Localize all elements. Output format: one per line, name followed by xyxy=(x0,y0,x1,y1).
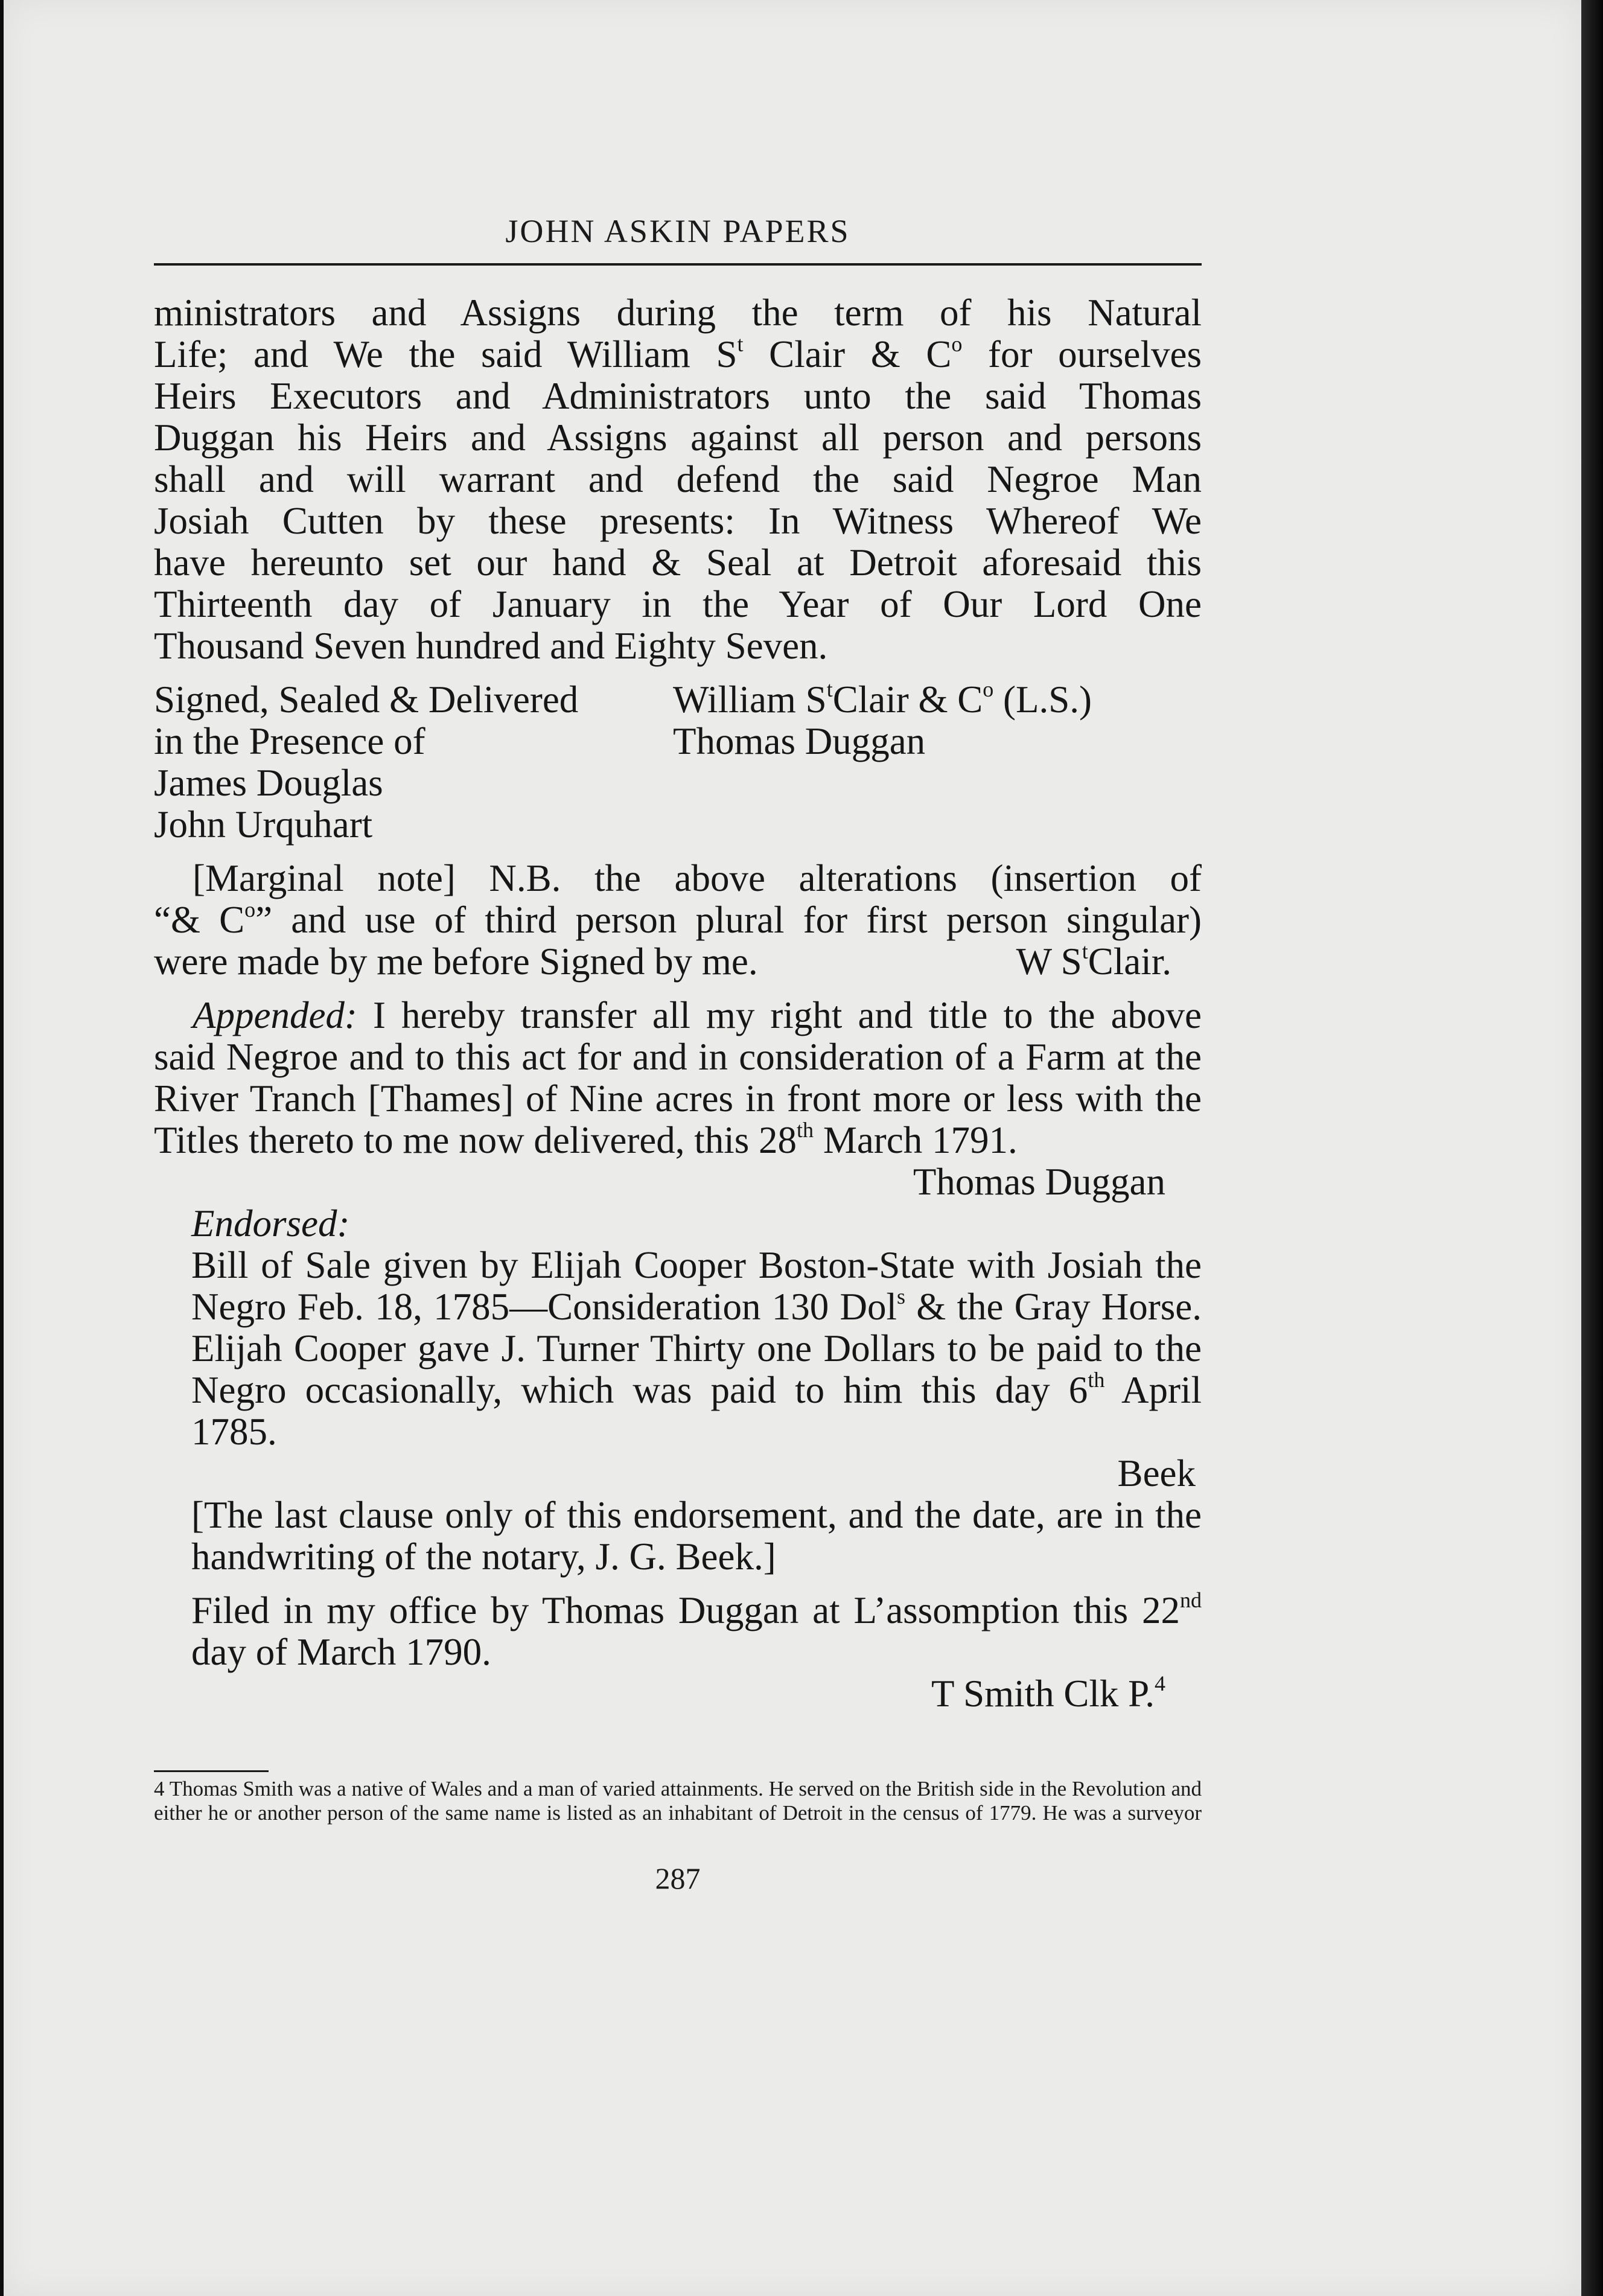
appended-paragraph xyxy=(154,995,1202,1203)
text-line: were made by me before Signed by me. W $S^tClair$. xyxy=(154,939,1171,983)
witness-line: in the Presence of xyxy=(154,720,425,762)
text-line: [Marginal note] N.B. the above alterations (insertion of xyxy=(193,857,1202,899)
text-paragraph: Appended: I hereby transfer all my right and title to the above said Negroe and to this act for and in consideration of a Farm at the River Tranch [Thames] of Nine acres in front more or less with the Titles thereto to me now delivered, this 28th March 1791. xyxy=(154,994,1202,1161)
witness-name: John Urquhart xyxy=(154,803,373,846)
text-line: Thousand Seven hundred and Eighty Seven. xyxy=(154,625,828,667)
signer-line: William $S^tClair$ & $C^o$ (L.S.) xyxy=(673,677,1092,721)
appended-label: Appended: xyxy=(193,994,357,1036)
text-paragraph: Filed in my office by Thomas Duggan at L’assomption this 22nd day of March 1790. xyxy=(191,1588,1202,1673)
text-line: “& $C^o$” and use of third person plural for first person singular) xyxy=(154,898,1202,941)
text-line: Heirs Executors and Administrators unto the said Thomas xyxy=(154,375,1202,417)
text-paragraph: Bill of Sale given by Elijah Cooper Boston-State with Josiah the Negro Feb. 18, 1785—Consideration 130 Dol$^s$ & the Gray Horse. Elijah Cooper gave J. Turner Thirty one Dollars to be paid to the Negro occasionally, which was paid to him this day 6th April 1785. xyxy=(191,1244,1202,1453)
filed-section xyxy=(154,1590,1202,1715)
footnote: 4 Thomas Smith was a native of Wales and a man of varied attainments. He served on the British side in the Revolution and either he or another person of the same name is listed as an inhabitant of Detroit in the census of 1779. He was a surveyor xyxy=(154,1777,1202,1825)
header-rule xyxy=(154,263,1202,266)
footnote-rule xyxy=(154,1770,269,1772)
running-header: JOHN ASKIN PAPERS xyxy=(505,213,850,249)
text-line: shall and will warrant and defend the said Negroe Man xyxy=(154,458,1202,500)
page-number: 287 xyxy=(655,1861,701,1895)
appended-signer: Thomas Duggan xyxy=(913,1161,1165,1203)
text-line: ministrators and Assigns during the term of his Natural xyxy=(154,292,1202,334)
endorsed-section xyxy=(154,1203,1202,1578)
page-edge xyxy=(1581,0,1603,2296)
text-line: Thirteenth day of January in the Year of Our Lord One xyxy=(154,583,1202,625)
witness-line: Signed, Sealed & Delivered xyxy=(154,678,579,721)
endorsed-signer: Beek xyxy=(1117,1452,1196,1494)
text-line: Duggan his Heirs and Assigns against all person and persons xyxy=(154,416,1202,459)
signer-line: Thomas Duggan xyxy=(673,720,926,762)
editor-note: [The last clause only of this endorsement, and the date, are in the handwriting of the notary, J. G. Beek.] xyxy=(191,1494,1202,1578)
marginal-note xyxy=(154,858,1202,983)
text-line: Josiah Cutten by these presents: In Witness Whereof We xyxy=(154,500,1202,542)
text-line: Life; and We the said William $S^t$ Clair & $C^o$ for ourselves xyxy=(154,332,1202,375)
marginal-signer: W $S^tClair$. xyxy=(1016,939,1171,983)
page-body xyxy=(154,292,1202,1715)
filed-signer: T Smith Clk P.$^4$ xyxy=(931,1671,1165,1715)
text-line: have hereunto set our hand & Seal at Detroit aforesaid this xyxy=(154,541,1202,584)
signature-block xyxy=(154,679,1202,846)
endorsed-label: Endorsed: xyxy=(191,1202,350,1245)
book-page xyxy=(4,0,1581,2296)
witness-name: James Douglas xyxy=(154,762,383,804)
paragraph-deed xyxy=(154,292,1202,667)
